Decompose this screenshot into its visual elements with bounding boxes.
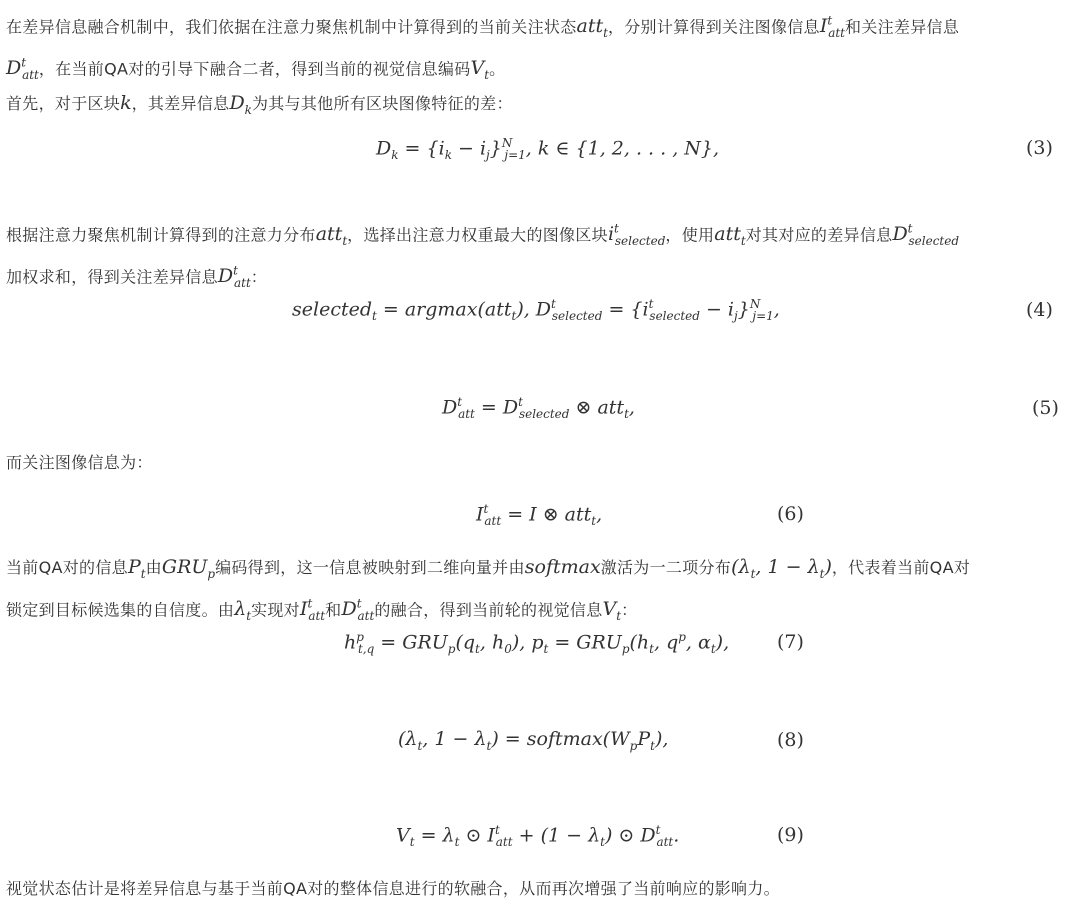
math-inline: $D_k$ xyxy=(229,92,252,117)
text: ，在当前QA对的引导下融合二者，得到当前的视觉信息编码 xyxy=(38,59,471,79)
paragraph-intro xyxy=(6,6,1074,90)
equation-8: ($\lambda_t$, $1 - \lambda_t$) = $softmax(W_pP_t)$, xyxy=(398,728,669,753)
equation-number: (6) xyxy=(777,503,804,525)
text: 为其与其他所有区块图像特征的差： xyxy=(251,94,513,113)
text: 而关注图像信息为： xyxy=(6,453,153,472)
math-inline: att$_t$ xyxy=(576,15,608,41)
text: 编码得到，这一信息被映射到二维向量并由 xyxy=(215,558,525,577)
math-inline: $D^t_{att}$ xyxy=(217,264,251,291)
math-inline: $\lambda_t$ xyxy=(234,598,252,623)
equation-9: $V_t = \lambda_t$ ⊙ $I^t_{att} + (1 - \lambda_t)$ ⊙ $D^t_{att}$. xyxy=(396,823,680,850)
text: 加权求和，得到关注差异信息 xyxy=(6,267,218,287)
math-inline: $GRU_p$ xyxy=(161,556,216,581)
equation-number: (7) xyxy=(777,631,804,653)
math-inline: ($\lambda_t$, $1 - \lambda_t$) xyxy=(731,556,832,581)
text: 视觉状态估计是将差异信息与基于当前QA对的整体信息进行的软融合，从而再次增强了当前响应的影响力。 xyxy=(6,879,780,898)
equation-number: (8) xyxy=(777,729,804,751)
math-inline: $D^t_{att}$ xyxy=(6,56,39,83)
text: 和 xyxy=(325,600,342,620)
text: ： xyxy=(250,267,268,287)
paragraph-image-info xyxy=(6,448,1074,478)
text: 的融合，得到当前轮的视觉信息 xyxy=(374,600,603,620)
text: 由 xyxy=(145,558,162,577)
equation-4: selected$_t$ = argmax(att$_t$), $D^t_{selected} = \{i^t_{selected} - i_j\}^N_{j=1}$, xyxy=(292,297,780,324)
text: ： xyxy=(621,600,638,620)
math-inline: $i^t_{selected}$ xyxy=(607,222,666,249)
text: 。 xyxy=(489,59,506,79)
text: 和关注差异信息 xyxy=(845,17,960,37)
equation-number: (3) xyxy=(1026,137,1053,159)
text: 首先，对于区块 xyxy=(6,94,121,113)
math-inline: $I^t_{att}$ xyxy=(819,14,846,41)
math-inline: $I^t_{att}$ xyxy=(299,596,326,623)
equation-3: $D_k = \{i_k - i_j\}^N_{j=1}$, k ∈ {1, 2, . . . , N}, xyxy=(376,136,720,163)
equation-6: $I^t_{att} = I$ ⊗ att$_t$, xyxy=(476,502,603,529)
text: ，分别计算得到关注图像信息 xyxy=(607,17,820,37)
equation-5: $D^t_{att} = D^t_{selected}$ ⊗ att$_t$, xyxy=(442,395,635,422)
text: 在差异信息融合机制中，我们依据在注意力聚焦机制中计算得到的当前关注状态 xyxy=(6,17,577,37)
equation-number: (9) xyxy=(777,824,804,846)
math-inline: softmax xyxy=(524,556,601,578)
text: 激活为一二项分布 xyxy=(600,558,732,577)
text: ，选择出注意力权重最大的图像区块 xyxy=(347,225,608,245)
math-inline: k xyxy=(120,92,132,114)
text: 实现对 xyxy=(251,600,300,620)
text: ，使用 xyxy=(665,225,715,245)
paragraph-qa-fusion xyxy=(6,552,1074,631)
paragraph-first xyxy=(6,88,1074,125)
math-inline: $D^t_{selected}$ xyxy=(892,222,960,249)
math-inline: $V_t$ xyxy=(602,598,622,623)
math-inline: att$_t$ xyxy=(315,223,348,249)
math-inline: $D^t_{att}$ xyxy=(341,596,375,623)
text: ，代表着当前QA对 xyxy=(831,558,971,577)
paragraph-attention xyxy=(6,214,1074,298)
text: 根据注意力聚焦机制计算得到的注意力分布 xyxy=(6,225,316,245)
text: ，其差异信息 xyxy=(131,94,230,113)
math-inline: $V_t$ xyxy=(470,57,490,83)
math-inline: $P_t$ xyxy=(127,556,146,581)
equation-number: (5) xyxy=(1032,397,1059,419)
paragraph-conclusion xyxy=(6,874,1074,904)
text: 当前QA对的信息 xyxy=(6,558,128,577)
text: 锁定到目标候选集的自信度。由 xyxy=(6,600,235,620)
equation-number: (4) xyxy=(1026,299,1053,321)
text: 对其对应的差异信息 xyxy=(745,225,893,245)
equation-7: $h^p_{t,q} = GRU_p(q_t$, $h_0$), $p_t = GRU_p(h_t$, $q^p$, $\alpha_t$), xyxy=(344,630,730,657)
math-inline: att$_t$ xyxy=(714,223,746,249)
